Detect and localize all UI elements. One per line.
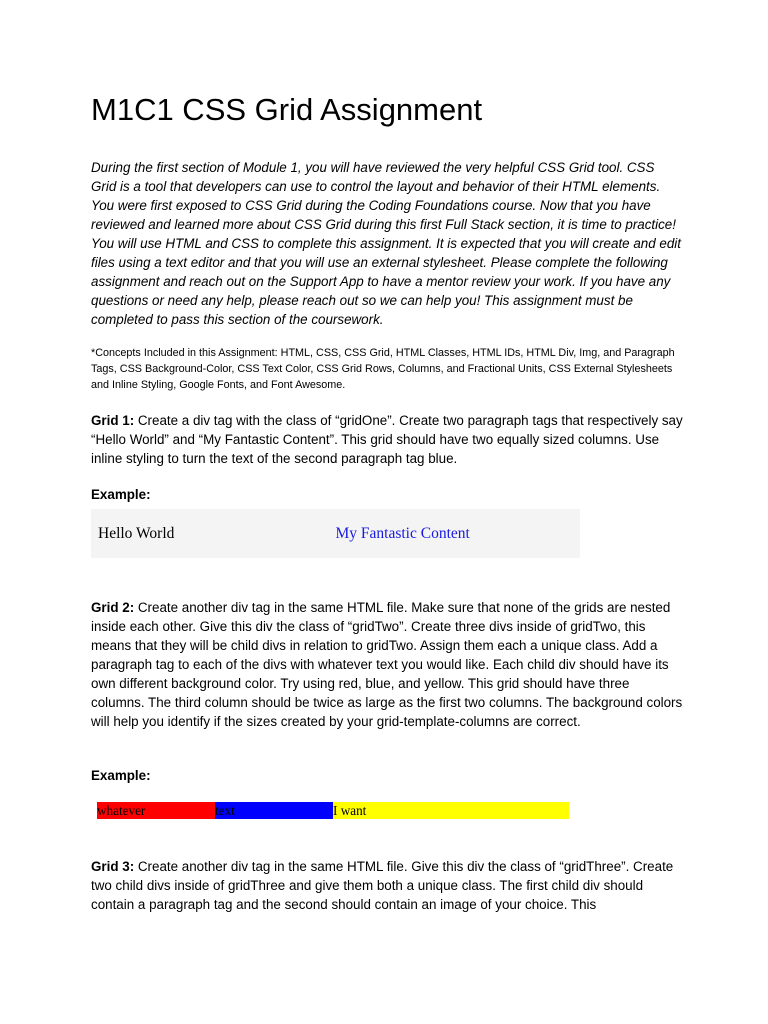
intro-paragraph: During the first section of Module 1, you will have reviewed the very helpful CSS Grid tool. CSS Grid is a tool that developers can use to control the layout and behavior of their HTML elements. You were first exposed to CSS Grid during the Coding Foundations course. Now that you have reviewed and learned more about CSS Grid during this first Full Stack section, it is time to practice! You will use HTML and CSS to complete this assignment. It is expected that you will create and edit files using a text editor and that you will use an external stylesheet. Please complete the following assignment and reach out on the Support App to have a mentor review your work. If you have any questions or need any help, please reach out so we can help you! This assignment must be completed to pass this section of the coursework. (91, 160, 681, 327)
grid3-instructions (91, 857, 683, 914)
grid2-example-col3: I want (333, 802, 569, 819)
page-title: M1C1 CSS Grid Assignment (91, 92, 483, 127)
grid2-example-col2: text (215, 802, 333, 819)
grid2-example-label: Example: (91, 768, 151, 783)
grid1-example-col2: My Fantastic Content (335, 524, 470, 542)
grid1-instructions (91, 411, 683, 468)
grid1-text: Create a div tag with the class of “gridOne”. Create two paragraph tags that respectively say “Hello World” and “My Fantastic Content”. This grid should have two equally sized columns. Use inline styling to turn the text of the second paragraph tag blue. (91, 413, 683, 466)
grid2-label: Grid 2: (91, 600, 135, 615)
grid2-instructions (91, 598, 683, 731)
grid2-example (97, 802, 569, 819)
grid2-text: Create another div tag in the same HTML file. Make sure that none of the grids are nested inside each other. Give this div the class of “gridTwo”. Create three divs inside of gridTwo, this means that they will be child divs in relation to gridTwo. Assign them each a unique class. Add a paragraph tag to each of the divs with whatever text you would like. Each child div should have its own different background color. Try using red, blue, and yellow. This grid should have three columns. The third column should be twice as large as the first two columns. The background colors will help you identify if the sizes created by your grid-template-columns are correct. (91, 600, 683, 729)
grid1-example-label: Example: (91, 487, 151, 502)
grid1-example-col1: Hello World (98, 524, 175, 542)
concepts-paragraph: *Concepts Included in this Assignment: HTML, CSS, CSS Grid, HTML Classes, HTML IDs, HTML Div, Img, and Paragraph Tags, CSS Background-Color, CSS Text Color, CSS Grid Rows, Columns, and Fractional Units, CSS External Stylesheets and Inline Styling, Google Fonts, and Font Awesome. (91, 347, 675, 391)
grid1-label: Grid 1: (91, 413, 135, 428)
grid3-label: Grid 3: (91, 859, 135, 874)
grid1-example (91, 509, 580, 558)
grid3-text: Create another div tag in the same HTML file. Give this div the class of “gridThree”. Create two child divs inside of gridThree and give them both a unique class. The first child div should contain a paragraph tag and the second should contain an image of your choice. This (91, 859, 674, 912)
grid2-example-col1: whatever (97, 802, 215, 819)
